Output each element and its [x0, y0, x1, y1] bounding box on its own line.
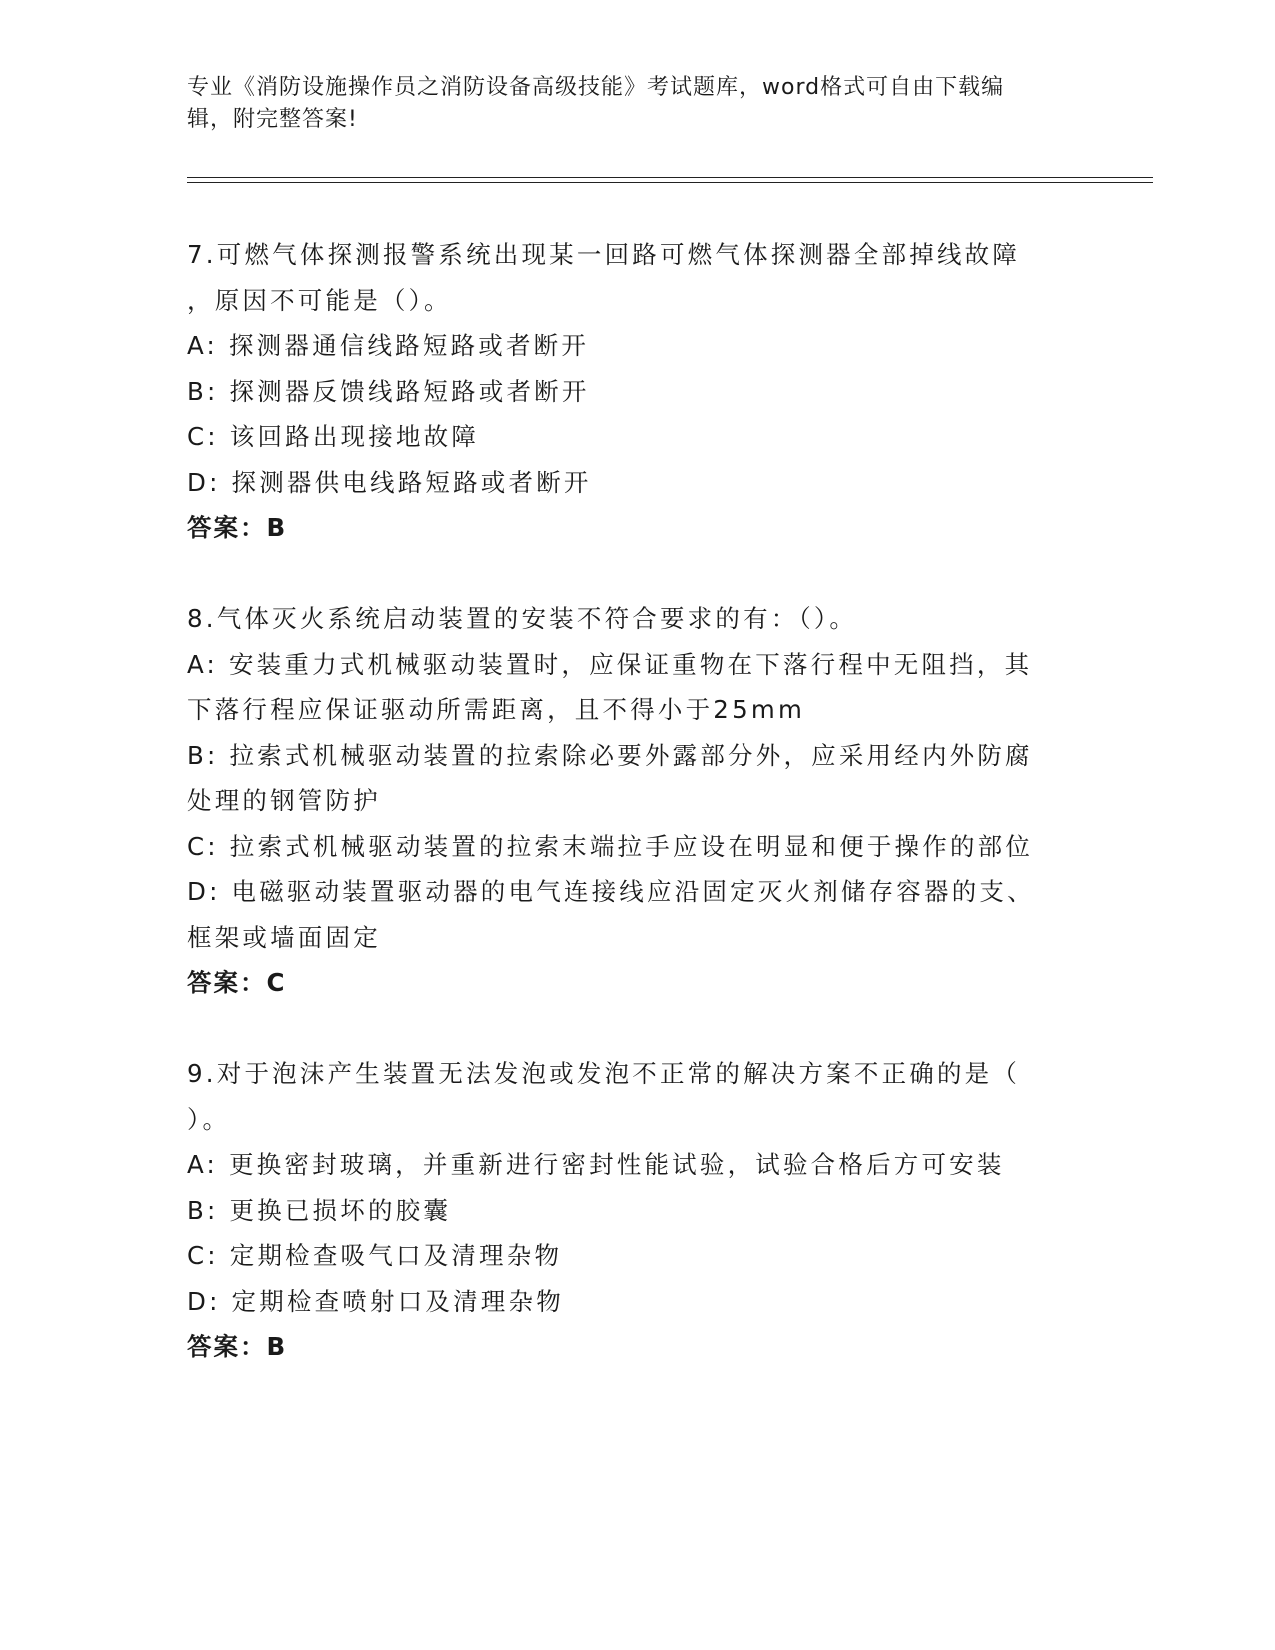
- option-d: D: 电磁驱动装置驱动器的电气连接线应沿固定灭火剂储存容器的支、: [187, 877, 1035, 906]
- answer-label: 答案：C: [187, 968, 287, 997]
- header-line-2: 辑，附完整答案!: [187, 107, 358, 132]
- option-d: D: 定期检查喷射口及清理杂物: [187, 1286, 564, 1316]
- question-stem: 8.气体灭火系统启动装置的安装不符合要求的有：（）。: [187, 604, 858, 633]
- question-stem-continued: ，原因不可能是（）。: [187, 285, 452, 315]
- option-a-continued: 下落行程应保证驱动所需距离，且不得小于25mm: [187, 695, 806, 724]
- question-stem-continued: ）。: [187, 1104, 231, 1134]
- option-b: B: 拉索式机械驱动装置的拉索除必要外露部分外，应采用经内外防腐: [187, 740, 1033, 770]
- option-b-continued: 处理的钢管防护: [187, 786, 381, 815]
- option-b: B: 更换已损坏的胶囊: [187, 1195, 452, 1225]
- question-8: [187, 596, 1077, 1006]
- question-7: [187, 232, 1077, 551]
- answer-label: 答案：B: [187, 513, 288, 542]
- option-b: B: 探测器反馈线路短路或者断开: [187, 376, 590, 406]
- question-stem: 9.对于泡沫产生装置无法发泡或发泡不正常的解决方案不正确的是（: [187, 1059, 1021, 1088]
- option-c: C: 拉索式机械驱动装置的拉索末端拉手应设在明显和便于操作的部位: [187, 831, 1034, 861]
- option-d: D: 探测器供电线路短路或者断开: [187, 467, 592, 497]
- option-a: A: 更换密封玻璃，并重新进行密封性能试验，试验合格后方可安装: [187, 1150, 1005, 1179]
- option-c: C: 该回路出现接地故障: [187, 422, 480, 451]
- answer-label: 答案：B: [187, 1332, 288, 1361]
- header-divider-bottom: [187, 182, 1153, 183]
- header-line-1: 专业《消防设施操作员之消防设备高级技能》考试题库，word格式可自由下载编: [187, 75, 1005, 100]
- question-9: [187, 1051, 1077, 1370]
- question-stem: 7.可燃气体探测报警系统出现某一回路可燃气体探测器全部掉线故障: [187, 240, 1021, 269]
- option-c: C: 定期检查吸气口及清理杂物: [187, 1241, 563, 1270]
- option-d-continued: 框架或墙面固定: [187, 922, 381, 952]
- header-divider-top: [187, 177, 1153, 178]
- document-header: [187, 72, 1067, 136]
- option-a: A: 安装重力式机械驱动装置时，应保证重物在下落行程中无阻挡，其: [187, 649, 1033, 679]
- option-a: A: 探测器通信线路短路或者断开: [187, 331, 590, 360]
